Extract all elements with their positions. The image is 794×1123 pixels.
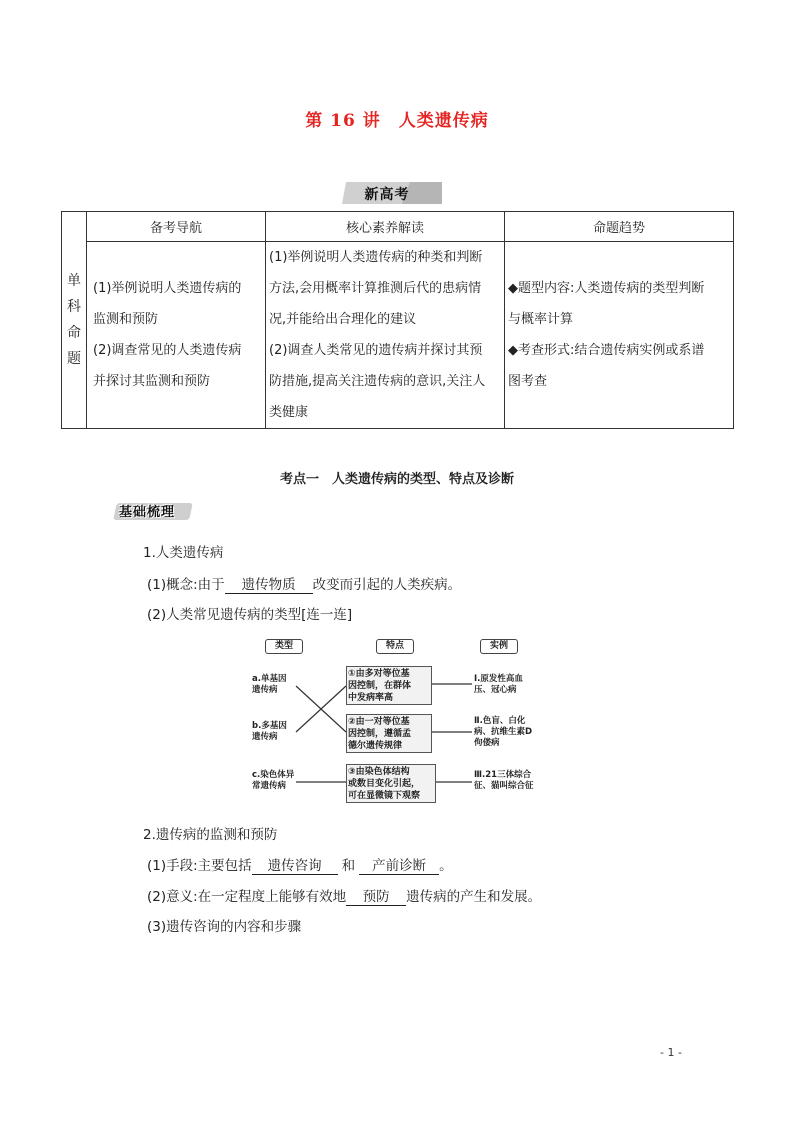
cell-line: 类健康 [269,405,309,420]
table-cell-literacy [266,242,505,429]
cell-line: 方法,会用概率计算推测后代的患病情 [269,281,482,296]
new-gaokao-badge [342,182,442,204]
significance-blank: 预防 [346,889,406,906]
page-number: - 1 - [660,1046,682,1059]
table-header-literacy: 核心素养解读 [266,212,505,242]
cell-line: 监测和预防 [93,312,159,327]
s2-means [147,854,453,875]
cell-line: (1)举例说明人类遗传病的 [93,281,242,296]
feature-2: ②由一对等位基 因控制，遵循孟 德尔遗传规律 [346,714,432,753]
basics-badge [115,500,191,522]
cell-line: 况,并能给出合理化的建议 [269,312,417,327]
table-header-trend: 命题趋势 [505,212,734,242]
cell-line: (1)举例说明人类遗传病的种类和判断 [269,250,483,265]
type-b: b.多基因 遗传病 [252,721,287,742]
side-label-cell [62,212,87,429]
means-prefix: (1)手段:主要包括 [147,858,252,874]
means-blank-1: 遗传咨询 [252,858,338,875]
cell-line: 防措施,提高关注遗传病的意识,关注人 [269,374,486,389]
means-blank-2: 产前诊断 [359,858,439,875]
s2-heading: 2.遗传病的监测和预防 [143,827,278,843]
concept-prefix: (1)概念:由于 [147,577,225,593]
badge-label: 新高考 [364,187,410,203]
genetic-disease-matching-diagram [250,636,540,804]
means-and: 和 [341,858,356,874]
example-I: Ⅰ.原发性高血 压、冠心病 [474,674,523,695]
significance-suffix: 遗传病的产生和发展。 [406,889,542,905]
cell-line: 图考查 [508,374,548,389]
cell-line: ◆题型内容:人类遗传病的类型判断 [508,281,705,296]
concept-blank: 遗传物质 [225,577,313,594]
side-char: 科 [67,299,81,315]
cell-line: (2)调查人类常见的遗传病并探讨其预 [269,343,483,358]
header-feature: 特点 [376,639,414,654]
table-header-guide: 备考导航 [87,212,266,242]
means-suffix: 。 [439,858,453,874]
exam-overview-table [61,211,734,429]
example-III: Ⅲ.21三体综合 征、猫叫综合征 [474,770,534,791]
basics-badge-label: 基础梳理 [119,505,176,520]
significance-prefix: (2)意义:在一定程度上能够有效地 [147,889,347,905]
s1-concept [147,573,461,594]
cell-line: 并探讨其监测和预防 [93,374,211,389]
type-c: c.染色体异 常遗传病 [252,770,295,791]
side-char: 题 [67,351,81,367]
s1-heading: 1.人类遗传病 [143,545,224,561]
concept-suffix: 改变而引起的人类疾病。 [312,577,462,593]
cell-line: ◆考查形式:结合遗传病实例或系谱 [508,343,705,358]
s1-types: (2)人类常见遗传病的类型[连一连] [147,607,353,623]
feature-3: ③由染色体结构 或数目变化引起， 可在显微镜下观察 [346,764,436,803]
type-a: a.单基因 遗传病 [252,674,287,695]
table-cell-guide [87,242,266,429]
side-char: 单 [67,273,81,289]
s2-consult: (3)遗传咨询的内容和步骤 [147,919,302,935]
side-char: 命 [67,325,81,341]
example-II: Ⅱ.色盲、白化 病、抗维生素D 佝偻病 [474,716,533,748]
header-example: 实例 [480,639,518,654]
section-title: 考点一 人类遗传病的类型、特点及诊断 [279,472,514,487]
page-title: 第 16 讲 人类遗传病 [305,111,489,131]
header-type: 类型 [265,639,303,654]
cell-line: (2)调查常见的人类遗传病 [93,343,242,358]
feature-1: ①由多对等位基 因控制，在群体 中发病率高 [346,666,432,705]
s2-significance [147,885,541,906]
cell-line: 与概率计算 [508,312,574,327]
table-cell-trend [505,242,734,429]
